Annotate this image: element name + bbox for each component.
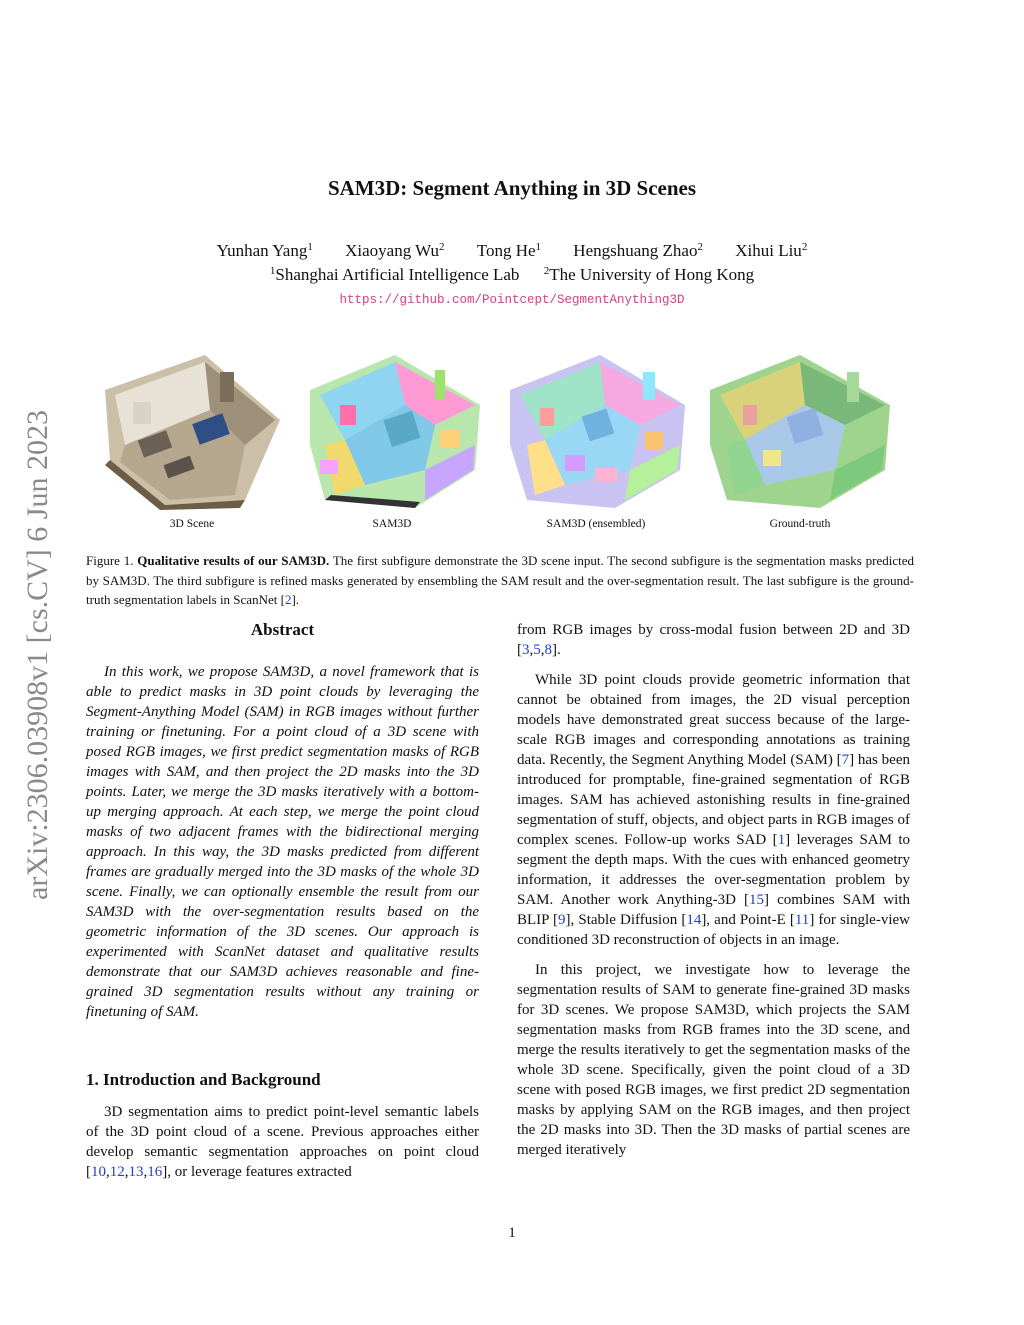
intro-paragraph-continued: from RGB images by cross-modal fusion between 2D and 3D [3,5,8].	[517, 622, 910, 658]
affiliation: $^2$The University of Hong Kong	[543, 265, 755, 284]
affiliation: $^1$Shanghai Artificial Intelligence Lab	[269, 265, 520, 284]
citation-link[interactable]: 2	[284, 592, 292, 607]
citation-link[interactable]: 1	[777, 832, 786, 848]
citation-link[interactable]: 3	[522, 642, 530, 658]
author: Xihui Liu$^2$	[735, 241, 808, 260]
figure-panel-3d-scene	[105, 355, 280, 510]
left-column	[86, 620, 479, 1192]
author-list	[0, 241, 1024, 261]
page-number: 1	[508, 1225, 516, 1241]
citation-link[interactable]: 14	[686, 912, 702, 928]
intro-paragraph: While 3D point clouds provide geometric information that cannot be obtained from images, the 2D visual perception models have demonstrated great success because of the large-scale RGB images and corresponding annotations as training data. Recently, the Segment Anything Model (SAM) [7] has been introduced for promptable, fine-grained segmentation of RGB images. SAM has achieved astonishing results in fine-grained segmentation of stuff, objects, and object parts in RGB images of complex scenes. Follow-up works SAD [1] leverages SAM to segment the depth maps. With the cues with enhanced geometry information, it addresses the over-segmentation problem by SAM. Another work Anything-3D [15] combines SAM with BLIP [9], Stable Diffusion [14], and Point-E [11] for single-view conditioned 3D reconstruction of objects in an image.	[517, 672, 910, 948]
author: Hengshuang Zhao$^2$	[573, 241, 703, 260]
project-url-link[interactable]: https://github.com/Pointcept/SegmentAnything3D	[339, 293, 685, 307]
intro-paragraph: 3D segmentation aims to predict point-level semantic labels of the 3D point cloud of a scene. Previous approaches either develop semantic segmentation approaches on point cloud [10,12,13,16], or leverage features extracted	[86, 1104, 479, 1180]
figure-panel-ground-truth	[710, 355, 890, 508]
affiliation-list	[0, 265, 1024, 285]
abstract-heading: Abstract	[250, 620, 315, 639]
abstract-text: In this work, we propose SAM3D, a novel framework that is able to predict masks in 3D point clouds by leveraging the Segment-Anything Model (SAM) in RGB images without further training or finetuning. For a point cloud of a 3D scene with posed RGB images, we first predict segmentation masks of RGB images with SAM, and then project the 2D masks into the 3D points. Later, we merge the 3D masks iteratively with a bottom-up merging approach. At each step, we merge the point cloud masks of two adjacent frames with the bidirectional merging approach. In this way, the 3D masks predicted from different frames are gradually merged into the 3D masks of the whole 3D scene. Finally, we can optionally ensemble the result from our SAM3D with the over-segmentation results based on the geometric information of the 3D scenes. Our approach is experimented with ScanNet dataset and qualitative results demonstrate that our SAM3D achieves reasonable and fine-grained 3D segmentation results without any training or finetuning of SAM.	[86, 664, 479, 1020]
citation-link[interactable]: 8	[544, 642, 552, 658]
citation-link[interactable]: 13	[128, 1164, 144, 1180]
figure-panel-label: Ground-truth	[769, 518, 831, 530]
figure-caption: Figure 1. Qualitative results of our SAM3D. The first subfigure demonstrate the 3D scene input. The second subfigure is the segmentation masks predicted by SAM3D. The third subfigure is refined masks generated by ensembling the SAM result and the over-segmentation result. The last subfigure is the ground-truth segmentation labels in ScanNet [2].	[86, 553, 914, 607]
citation-link[interactable]: 15	[749, 892, 765, 908]
author: Tong He$^1$	[476, 241, 542, 260]
author: Xiaoyang Wu$^2$	[345, 241, 445, 260]
citation-link[interactable]: 16	[147, 1164, 163, 1180]
right-column	[517, 620, 910, 1170]
author: Yunhan Yang$^1$	[216, 241, 313, 260]
figure-1	[95, 350, 925, 510]
figure-panel-label: SAM3D (ensembled)	[546, 518, 646, 530]
citation-link[interactable]: 12	[109, 1164, 125, 1180]
figure-panel-label: 3D Scene	[169, 518, 215, 530]
citation-link[interactable]: 7	[841, 752, 850, 768]
arxiv-stamp: arXiv:2306.03908v1 [cs.CV] 6 Jun 2023	[21, 410, 54, 900]
citation-link[interactable]: 10	[91, 1164, 106, 1180]
figure-panel-sam3d	[310, 355, 480, 508]
figure-panel-label: SAM3D	[372, 518, 412, 530]
citation-link[interactable]: 11	[794, 912, 810, 928]
figure-panel-sam3d-ensembled	[510, 355, 685, 508]
intro-paragraph: In this project, we investigate how to leverage the segmentation results of SAM to generate fine-grained 3D masks for 3D scenes. We propose SAM3D, which projects the SAM segmentation masks from RGB frames into the 3D scene, and merge the results iteratively to get the segmentation masks of the whole 3D scene. Specifically, given the point cloud of a 3D scene with posed RGB images, we first predict 2D segmentation masks by applying SAM on the RGB images, and then project the 2D masks into 3D. Then the 3D masks of partial scenes are merged iteratively	[517, 962, 910, 1158]
citation-link[interactable]: 9	[558, 912, 566, 928]
section-heading: 1. Introduction and Background	[86, 1070, 321, 1089]
paper-title: SAM3D: Segment Anything in 3D Scenes	[327, 176, 697, 200]
citation-link[interactable]: 5	[533, 642, 541, 658]
